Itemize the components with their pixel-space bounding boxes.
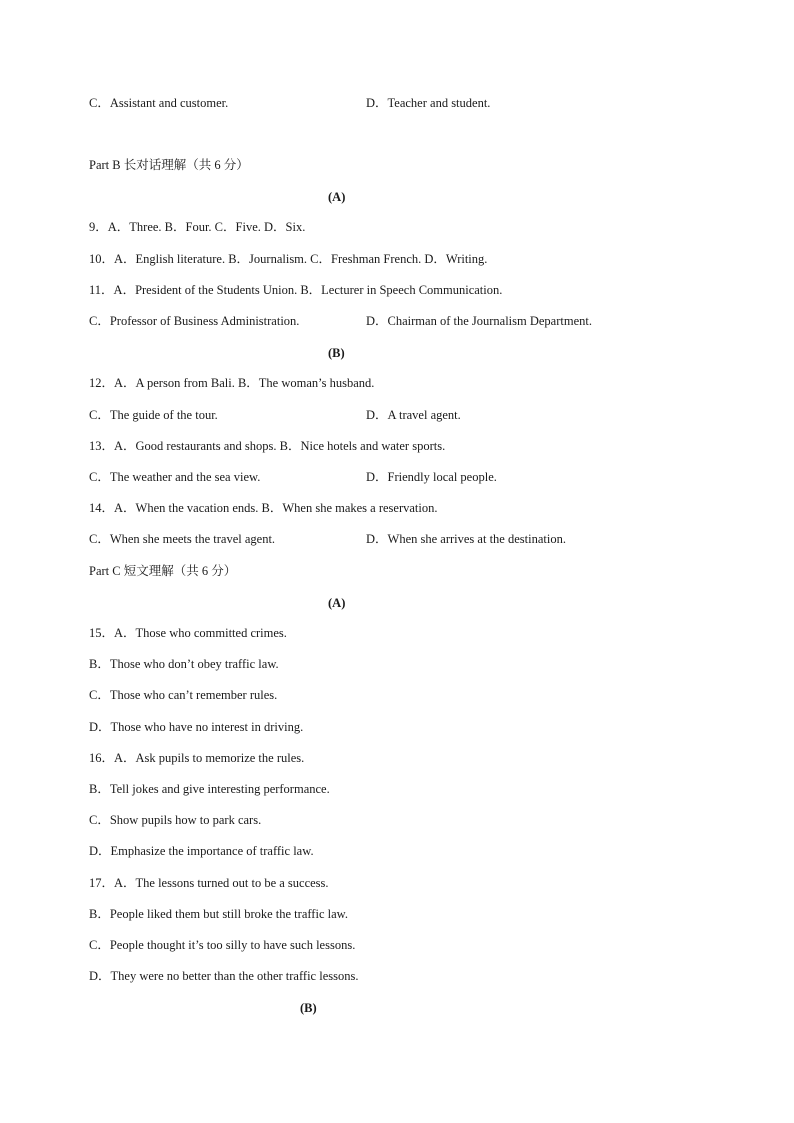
option-c: C．The weather and the sea view. [89,470,261,484]
option-d: D．When she arrives at the destination. [366,532,566,546]
question-16: 16．A．Ask pupils to memorize the rules. [89,751,305,765]
question-17: 17．A．The lessons turned out to be a success. [89,876,329,890]
option-c: C．Those who can’t remember rules. [89,688,278,702]
option-row [89,313,592,329]
option-b: B．People liked them but still broke the traffic law. [89,907,348,921]
question-13: 13．A．Good restaurants and shops. B．Nice hotels and water sports. [89,439,446,453]
option-d: D．Teacher and student. [366,96,491,110]
option-c: C．When she meets the travel agent. [89,532,276,546]
question-14: 14．A．When the vacation ends. B．When she makes a reservation. [89,501,438,515]
option-d: D．They were no better than the other traffic lessons. [89,969,359,983]
option-row [89,469,497,485]
option-d: D．Emphasize the importance of traffic law. [89,844,314,858]
question-11: 11．A．President of the Students Union. B．Lecturer in Speech Communication. [89,283,503,297]
question-10: 10．A．English literature. B．Journalism. C．Freshman French. D．Writing. [89,252,488,266]
option-d: D．Chairman of the Journalism Department. [366,314,592,328]
option-c: C．People thought it’s too silly to have such lessons. [89,938,356,952]
option-d: D．Friendly local people. [366,470,497,484]
subsection-label-b: (B) [328,346,345,360]
option-d: D．Those who have no interest in driving. [89,720,304,734]
section-heading-part-b: Part B 长对话理解（共 6 分） [89,158,249,172]
option-c: C．Assistant and customer. [89,96,229,110]
subsection-label-a: (A) [328,190,346,204]
question-15: 15．A．Those who committed crimes. [89,626,287,640]
option-c: C．The guide of the tour. [89,408,218,422]
option-row [89,531,566,547]
option-c: C．Professor of Business Administration. [89,314,300,328]
option-b: B．Tell jokes and give interesting performance. [89,782,330,796]
subsection-label-a: (A) [328,596,346,610]
section-heading-part-c: Part C 短文理解（共 6 分） [89,564,237,578]
subsection-label-b: (B) [300,1001,317,1015]
option-d: D．A travel agent. [366,408,461,422]
question-9: 9．A．Three. B．Four. C．Five. D．Six. [89,220,306,234]
option-b: B．Those who don’t obey traffic law. [89,657,279,671]
option-row [89,95,491,111]
question-12: 12．A．A person from Bali. B．The woman’s husband. [89,376,375,390]
option-row [89,407,461,423]
option-c: C．Show pupils how to park cars. [89,813,262,827]
